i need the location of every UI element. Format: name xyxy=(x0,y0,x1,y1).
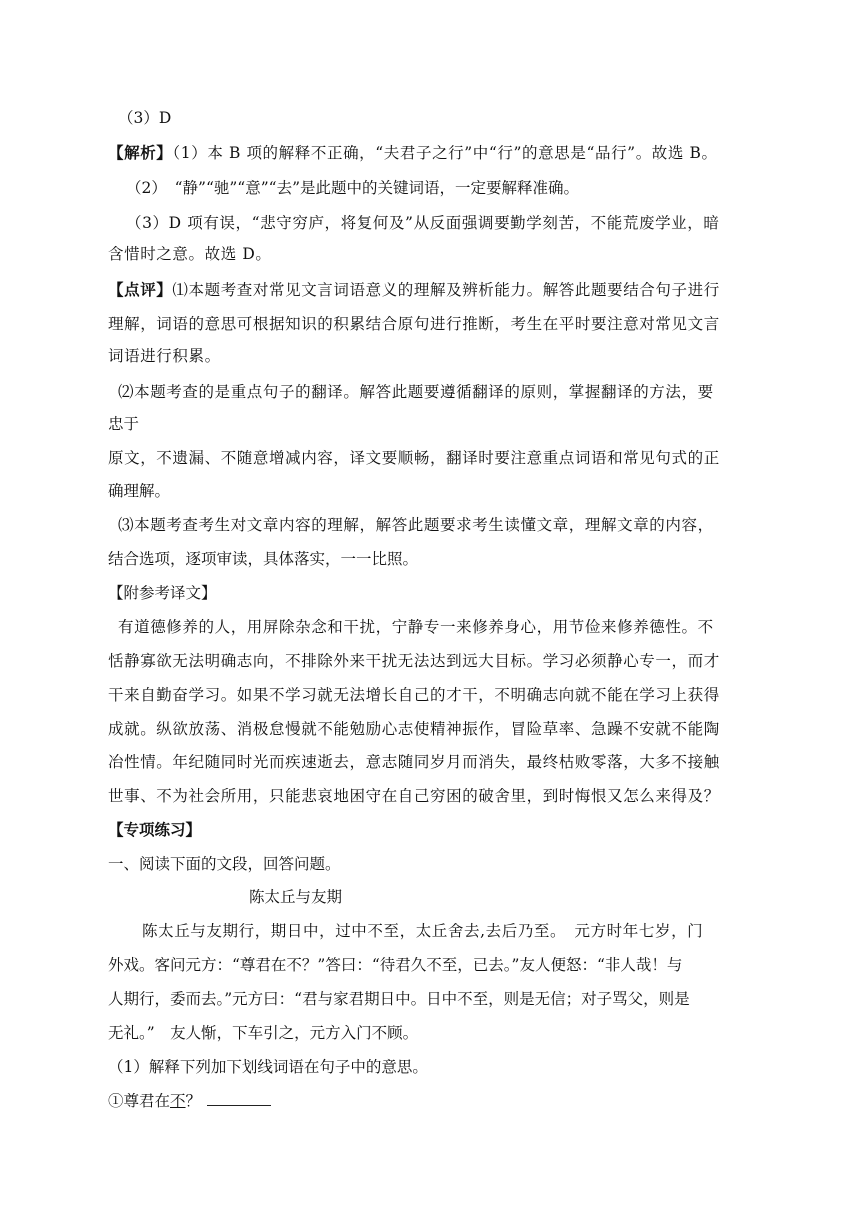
jiexi-line-3a: （3）D 项有误，“悲守穷庐，将复何及”从反面强调要勤学刻苦，不能荒废学业，暗 xyxy=(126,214,720,232)
passage-line-3: 人期行，委而去。”元方曰：“君与家君期日中。日中不至，则是无信；对子骂父，则是 xyxy=(108,990,690,1008)
translation-line-4: 成就。纵欲放荡、消极怠慢就不能勉励心志使精神振作，冒险草率、急躁不安就不能陶 xyxy=(108,720,720,738)
exercise-intro: 一、阅读下面的文段，回答问题。 xyxy=(108,855,341,873)
translation-line-5: 冶性情。年纪随同时光而疾速逝去，意志随同岁月而消失，最终枯败零落，大多不接触 xyxy=(108,753,720,771)
dianping-text-1: ⑴本题考查对常见文言词语意义的理解及辨析能力。解答此题要结合句子进行 xyxy=(172,281,720,299)
dianping-line-3: 词语进行积累。 xyxy=(108,347,221,365)
translation-line-1: 有道德修养的人，用屏除杂念和干扰，宁静专一来修养身心，用节俭来修养德性。不 xyxy=(118,618,714,636)
jiexi-line-1 xyxy=(108,143,718,163)
passage-title: 陈太丘与友期 xyxy=(249,888,343,906)
dianping-line-2: 理解，词语的意思可根据知识的积累结合原句进行推断，考生在平时要注意对常见文言 xyxy=(108,315,720,333)
jiexi-line-3b: 含惜时之意。故选 D。 xyxy=(108,245,272,263)
item-1-prefix: ①尊君在 xyxy=(108,1092,171,1110)
jiexi-text-1: （1）本 B 项的解释不正确，“夫君子之行”中“行”的意思是“品行”。故选 B。 xyxy=(172,144,718,162)
dianping-line-6: 原文，不遗漏、不随意增减内容，译文要顺畅，翻译时要注意重点词语和常见句式的正 xyxy=(108,449,720,467)
dianping-label: 【点评】 xyxy=(108,280,173,299)
translation-line-2: 恬静寡欲无法明确志向，不排除外来干扰无法达到远大目标。学习必须静心专一，而才 xyxy=(108,652,720,670)
passage-line-1: 陈太丘与友期行，期日中，过中不至，太丘舍去,去后乃至。 元方时年七岁，门 xyxy=(142,922,704,940)
passage-line-2: 外戏。客问元方：“尊君在不？”答曰：“待君久不至，已去。”友人便怒：“非人哉！与 xyxy=(108,956,683,974)
passage-line-4: 无礼。” 友人惭，下车引之，元方入门不顾。 xyxy=(108,1024,419,1042)
translation-line-6: 世事、不为社会所用，只能悲哀地困守在自己穷困的破舍里，到时悔恨又怎么来得及？ xyxy=(108,787,720,805)
answer-blank[interactable] xyxy=(207,1091,271,1106)
dianping-line-1 xyxy=(108,280,720,300)
exercise-heading: 【专项练习】 xyxy=(108,820,202,839)
translation-heading: 【附参考译文】 xyxy=(108,584,217,602)
jiexi-line-2: （2） “静”“驰”“意”“去”是此题中的关键词语，一定要解释准确。 xyxy=(126,179,580,197)
item-1-underlined-word: 不 xyxy=(170,1092,186,1110)
question-1: （1）解释下列加下划线词语在句子中的意思。 xyxy=(108,1058,428,1076)
dianping-line-8: ⑶本题考查考生对文章内容的理解，解答此题要求考生读懂文章，理解文章的内容， xyxy=(118,516,714,534)
dianping-line-5: 忠于 xyxy=(108,415,140,433)
dianping-line-9: 结合选项，逐项审读，具体落实，一一比照。 xyxy=(108,550,419,568)
translation-line-3: 干来自勤奋学习。如果不学习就无法增长自己的才干，不明确志向就不能在学习上获得 xyxy=(108,686,720,704)
answer-q3: （3）D xyxy=(118,109,172,127)
jiexi-label: 【解析】 xyxy=(108,143,173,162)
item-1-suffix: ？ xyxy=(185,1092,202,1110)
dianping-line-4: ⑵本题考查的是重点句子的翻译。解答此题要遵循翻译的原则，掌握翻译的方法，要 xyxy=(118,383,714,401)
item-1 xyxy=(108,1091,271,1111)
dianping-line-7: 确理解。 xyxy=(108,482,171,500)
